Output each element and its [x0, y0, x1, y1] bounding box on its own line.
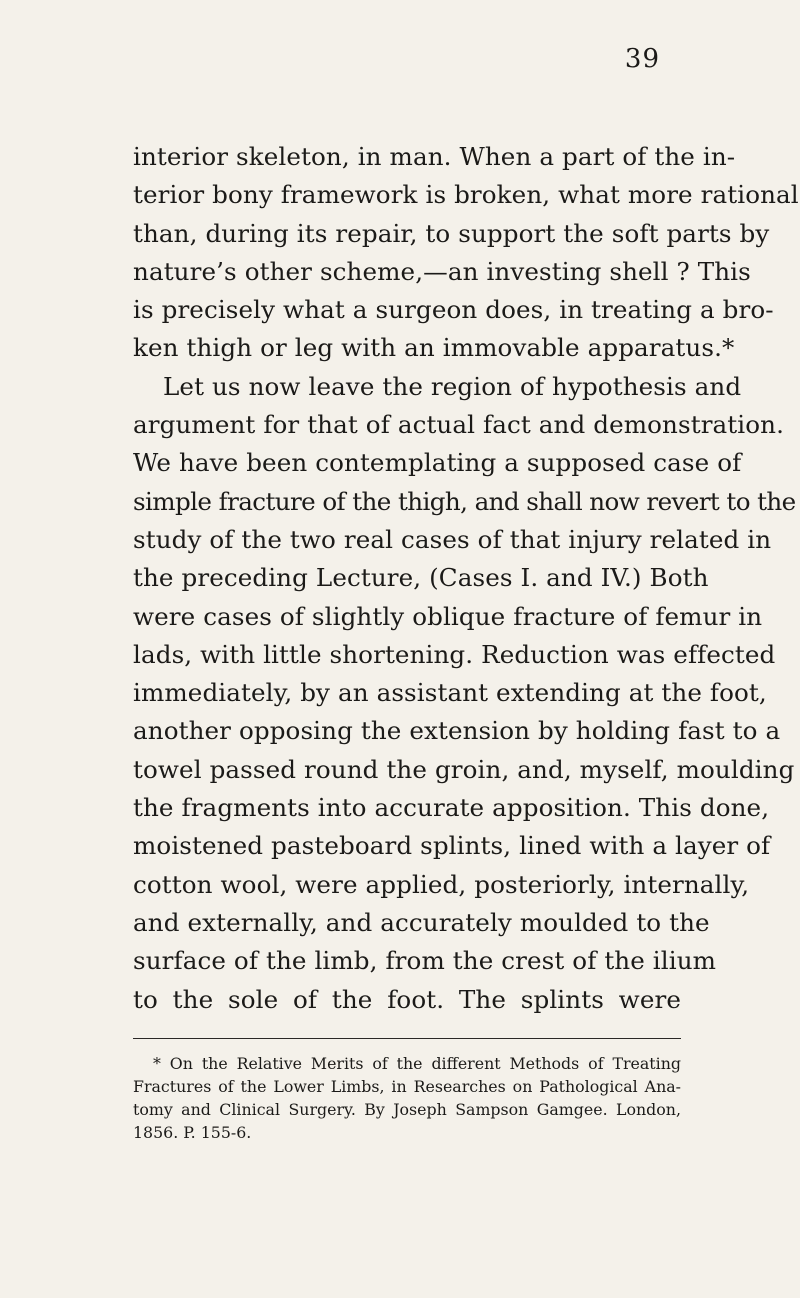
footnote-rule: [133, 1038, 681, 1039]
footnote-line: 1856. P. 155-6.: [133, 1123, 252, 1142]
text-line: immediately, by an assistant extending at the foot,: [133, 678, 767, 708]
text-line: another opposing the extension by holding fast to a: [133, 716, 781, 746]
text-line: Let us now leave the region of hypothesis and: [163, 371, 742, 401]
text-line: were cases of slightly oblique fracture of femur in: [133, 601, 763, 631]
footnote-line: * On the Relative Merits of the different Methods of Treating: [153, 1054, 681, 1073]
text-line: terior bony framework is broken, what more rational: [133, 180, 799, 210]
body-text: [133, 138, 799, 1019]
text-line: cotton wool, were applied, posteriorly, internally,: [133, 869, 750, 899]
text-line: We have been contemplating a supposed case of: [133, 448, 742, 478]
text-line: surface of the limb, from the crest of the ilium: [133, 946, 717, 976]
page-number: 39: [624, 44, 660, 74]
text-line: and externally, and accurately moulded to the: [133, 907, 710, 937]
text-line: nature’s other scheme,—an investing shell ? This: [133, 256, 751, 286]
text-line: simple fracture of the thigh, and shall now revert to the: [133, 486, 796, 516]
footnote: [133, 1052, 681, 1144]
footnote-line: tomy and Clinical Surgery. By Joseph Sampson Gamgee. London,: [133, 1100, 681, 1119]
text-line: than, during its repair, to support the soft parts by: [133, 218, 770, 248]
text-line: the preceding Lecture, (Cases I. and IV.) Both: [133, 563, 709, 593]
text-line: study of the two real cases of that injury related in: [133, 524, 772, 554]
text-line: interior skeleton, in man. When a part of the in-: [133, 142, 736, 171]
text-line: is precisely what a surgeon does, in treating a bro-: [133, 295, 774, 325]
text-line: to the sole of the foot. The splints were: [133, 984, 681, 1014]
text-line: towel passed round the groin, and, myself, moulding: [133, 754, 795, 784]
text-line: moistened pasteboard splints, lined with a layer of: [133, 831, 771, 861]
footnote-line: Fractures of the Lower Limbs, in Researches on Pathological Ana-: [133, 1077, 681, 1096]
text-line: lads, with little shortening. Reduction was effected: [133, 639, 776, 669]
text-line: ken thigh or leg with an immovable apparatus.*: [133, 333, 735, 363]
text-line: argument for that of actual fact and demonstration.: [133, 410, 785, 440]
text-line: the fragments into accurate apposition. This done,: [133, 793, 770, 823]
